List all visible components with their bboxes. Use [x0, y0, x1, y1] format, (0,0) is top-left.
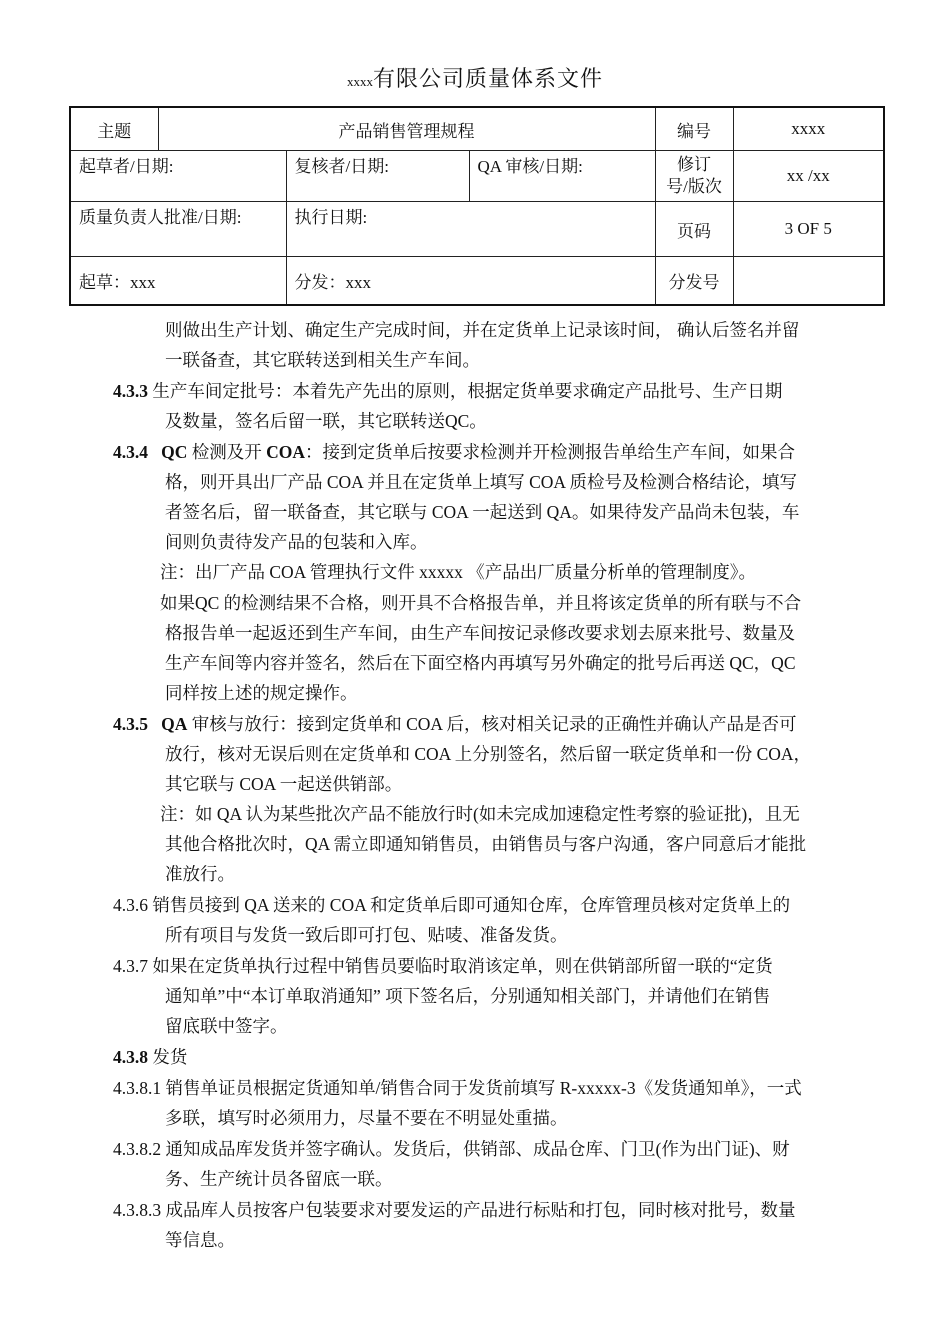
heading-text: 检测及开 [191, 442, 262, 462]
section-title: 发货 [152, 1047, 188, 1067]
paragraph-line: 所有项目与发货一致后即可打包、贴唛、准备发货。 [165, 925, 568, 945]
paragraph-line: 则做出生产计划、确定生产完成时间，并在定货单上记录该时间， 确认后签名并留 [165, 320, 800, 340]
paragraph-line: 多联，填写时必须用力，尽量不要在不明显处重描。 [165, 1108, 568, 1128]
section-heading: QC [161, 442, 188, 462]
section-4-3-8 [113, 1042, 187, 1072]
note-line: 准放行。 [165, 864, 235, 884]
section-4-3-4 [113, 437, 795, 467]
paragraph-line: 其它联与 COA 一起送供销部。 [165, 774, 403, 794]
distribution-no-value [733, 257, 884, 306]
section-number: 4.3.8 [113, 1047, 148, 1067]
paragraph-line: 留底联中签字。 [165, 1016, 288, 1036]
subject-label: 主题 [70, 107, 158, 151]
paragraph-line: 者签名后，留一联备查，其它联与 COA 一起送到 QA。如果待发产品尚未包装，车 [165, 502, 800, 522]
section-number: 4.3.5 [113, 714, 148, 734]
quality-approve-date-field: 质量负责人批准/日期: [70, 202, 286, 257]
reviewer-date-field: 复核者/日期: [286, 151, 469, 202]
subject-value: 产品销售管理规程 [158, 107, 655, 151]
note-line: 注：如 QA 认为某些批次产品不能放行时(如未完成加速稳定性考察的验证批)，且无 [160, 804, 800, 824]
page-value: 3 OF 5 [733, 202, 884, 257]
paragraph-line: 4.3.8.2 通知成品库发货并签字确认。发货后，供销部、成品仓库、门卫(作为出门证)、财 [113, 1139, 790, 1159]
paragraph-line: 审核与放行：接到定货单和 COA 后，核对相关记录的正确性并确认产品是否可 [191, 714, 797, 734]
section-number: 4.3.3 [113, 381, 148, 401]
paragraph-line: 销售员接到 QA 送来的 COA 和定货单后即可通知仓库，仓库管理员核对定货单上的 [152, 895, 791, 915]
section-heading: QA [161, 714, 188, 734]
company-prefix: xxxx [346, 74, 373, 89]
paragraph-line: 务、生产统计员各留底一联。 [165, 1169, 393, 1189]
effective-date-field: 执行日期: [286, 202, 655, 257]
page-label: 页码 [655, 202, 733, 257]
document-title [0, 62, 950, 93]
paragraph-line: 一联备查，其它联转送到相关生产车间。 [165, 350, 480, 370]
code-value: xxxx [733, 107, 884, 151]
paragraph-line: 及数量，签名后留一联，其它联转送QC。 [165, 411, 487, 431]
paragraph-line: 通知单”中“本订单取消通知” 项下签名后，分别通知相关部门，并请他们在销售 [165, 986, 771, 1006]
section-4-3-3 [113, 376, 782, 406]
revision-value: xx /xx [733, 151, 884, 202]
section-4-3-6 [113, 890, 790, 920]
distribution-field: 分发：xxx [286, 257, 655, 306]
revision-label-line2: 号/版次 [666, 177, 722, 196]
paragraph-line: 格报告单一起返还到生产车间，由生产车间按记录修改要求划去原来批号、数量及 [165, 623, 795, 643]
paragraph-line: 放行，核对无误后则在定货单和 COA 上分别签名，然后留一联定货单和一份 COA， [165, 744, 812, 764]
revision-label-line1: 修订 [677, 155, 711, 174]
paragraph-line: 间则负责待发产品的包装和入库。 [165, 532, 428, 552]
qa-review-date-field: QA 审核/日期: [469, 151, 655, 202]
paragraph-line: 同样按上述的规定操作。 [165, 683, 358, 703]
paragraph-line: 如果在定货单执行过程中销售员要临时取消该定单，则在供销部所留一联的“定货 [152, 956, 773, 976]
section-number: 4.3.6 [113, 895, 148, 915]
title-main: 有限公司质量体系文件 [372, 66, 603, 91]
paragraph-line: ：接到定货单后按要求检测并开检测报告单给生产车间，如果合 [305, 442, 796, 462]
document-header-table [69, 106, 885, 306]
drafter-date-field: 起草者/日期: [70, 151, 286, 202]
paragraph-line: 格，则开具出厂产品 COA 并且在定货单上填写 COA 质检号及检测合格结论，填写 [165, 472, 797, 492]
section-number: 4.3.4 [113, 442, 148, 462]
section-4-3-7 [113, 951, 773, 981]
heading-coa: COA [266, 442, 306, 462]
section-number: 4.3.7 [113, 956, 148, 976]
revision-label [655, 151, 733, 202]
paragraph-line: 4.3.8.3 成品库人员按客户包装要求对要发运的产品进行标贴和打包，同时核对批号，数量 [113, 1200, 796, 1220]
distribution-no-label: 分发号 [655, 257, 733, 306]
paragraph-line: 4.3.8.1 销售单证员根据定货通知单/销售合同于发货前填写 R-xxxxx-3《发货通知单》，一式 [113, 1078, 802, 1098]
paragraph-line: 如果QC 的检测结果不合格，则开具不合格报告单，并且将该定货单的所有联与不合 [160, 593, 802, 613]
section-4-3-5 [113, 709, 796, 739]
note-line: 注：出厂产品 COA 管理执行文件 xxxxx 《产品出厂质量分析单的管理制度》。 [160, 562, 756, 582]
note-line: 其他合格批次时，QA 需立即通知销售员，由销售员与客户沟通，客户同意后才能批 [165, 834, 807, 854]
code-label: 编号 [655, 107, 733, 151]
drafter-field: 起草：xxx [70, 257, 286, 306]
paragraph-line: 生产车间定批号：本着先产先出的原则，根据定货单要求确定产品批号、生产日期 [152, 381, 783, 401]
paragraph-line: 等信息。 [165, 1230, 235, 1250]
paragraph-line: 生产车间等内容并签名，然后在下面空格内再填写另外确定的批号后再送 QC，QC [165, 653, 796, 673]
